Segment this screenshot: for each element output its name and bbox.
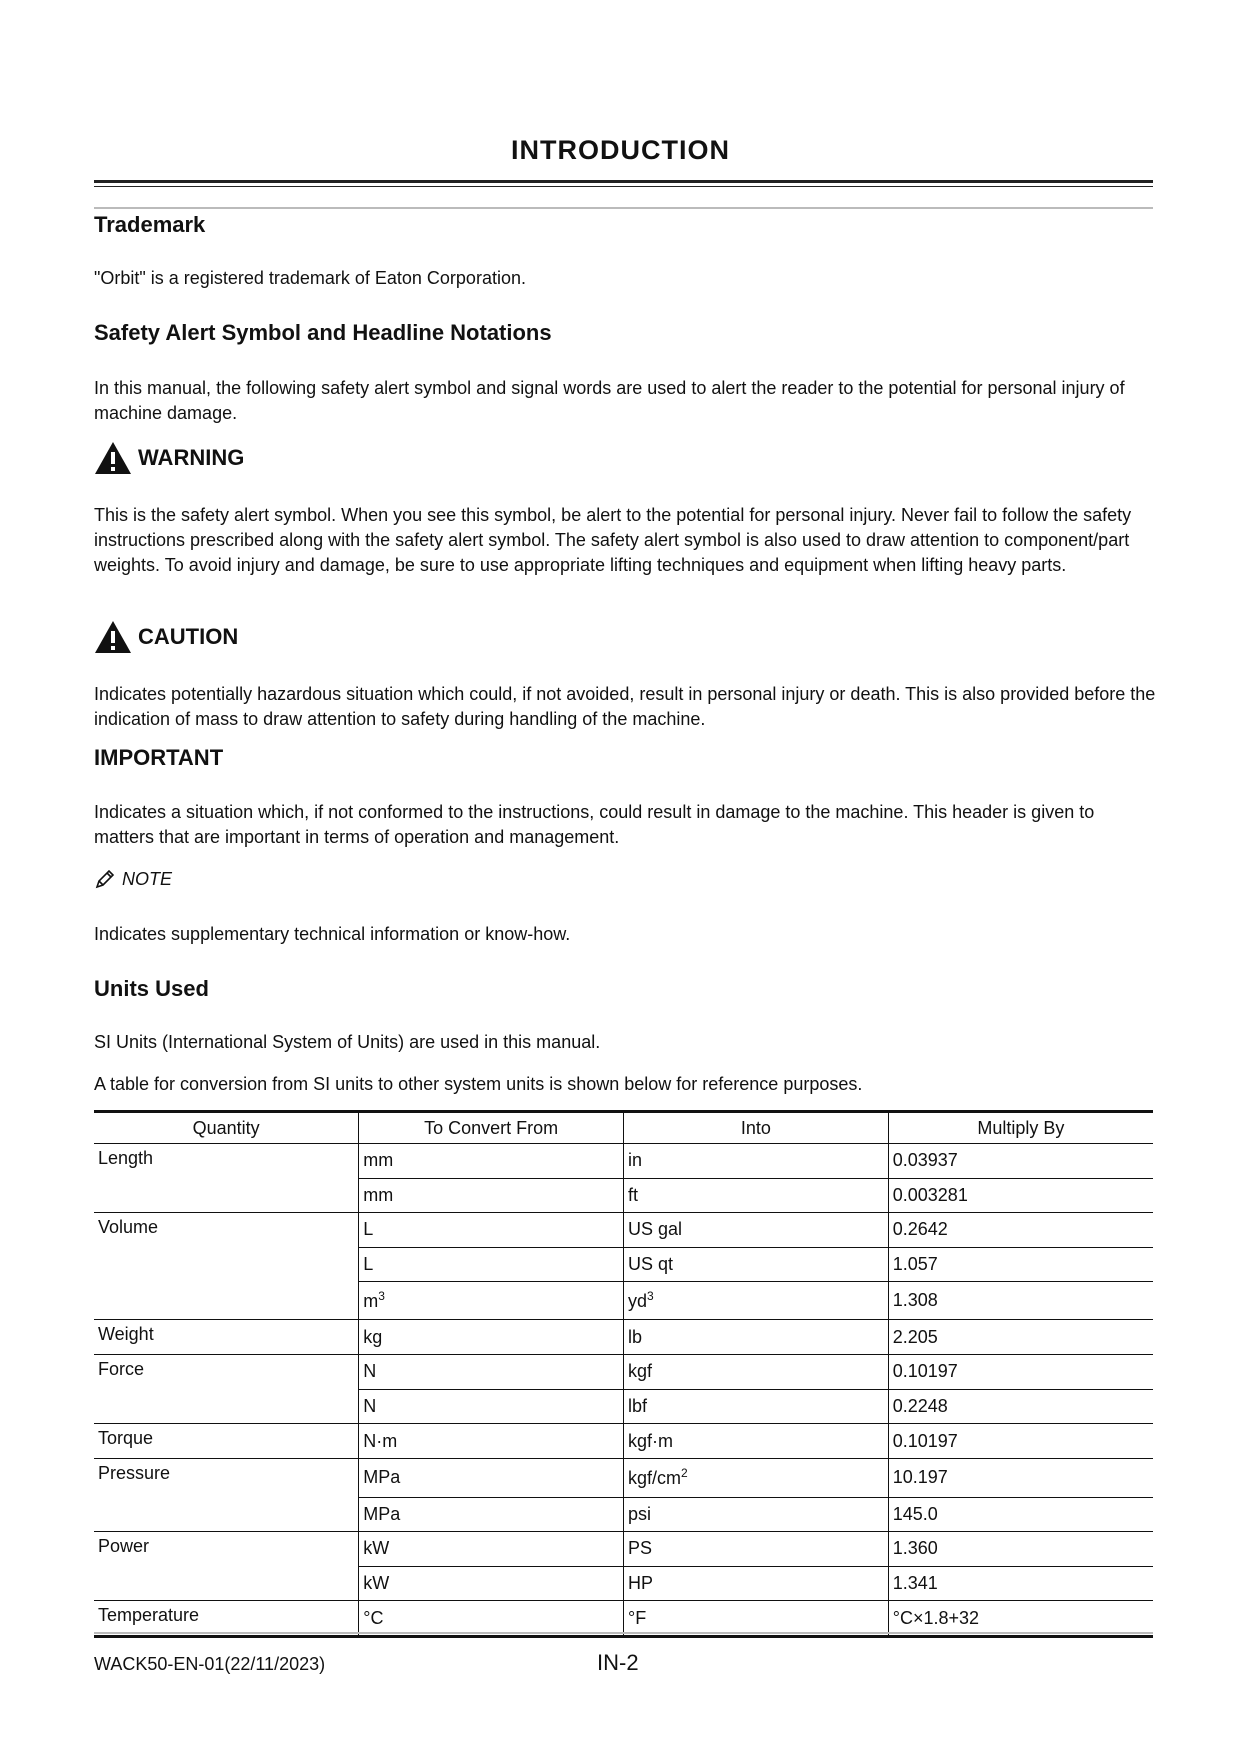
factor-cell: 0.10197 — [888, 1424, 1153, 1459]
from-cell: N·m — [359, 1424, 624, 1459]
warning-label: WARNING — [138, 445, 245, 470]
table-row — [94, 1178, 1153, 1213]
quantity-cell: Temperature — [94, 1601, 359, 1637]
units-heading: Units Used — [94, 976, 209, 1001]
table-row — [94, 1497, 1153, 1532]
factor-cell: 0.10197 — [888, 1355, 1153, 1390]
table-row — [94, 1247, 1153, 1281]
from-cell: kW — [359, 1532, 624, 1567]
into-cell: °F — [624, 1601, 889, 1637]
quantity-cell: Power — [94, 1532, 359, 1567]
quantity-cell: Pressure — [94, 1459, 359, 1498]
into-cell: psi — [624, 1497, 889, 1532]
footer-rule — [94, 1632, 1153, 1634]
table-row — [94, 1424, 1153, 1459]
into-cell: PS — [624, 1532, 889, 1567]
factor-cell: 0.03937 — [888, 1144, 1153, 1179]
from-cell: L — [359, 1213, 624, 1248]
factor-cell: 0.2642 — [888, 1213, 1153, 1248]
quantity-cell — [94, 1247, 359, 1281]
caution-text: Indicates potentially hazardous situation which could, if not avoided, result in personal injury or death. This is also provided before the indication of mass to draw attention to safety during handling of the machine. — [94, 684, 1156, 729]
note-label: NOTE — [122, 868, 173, 889]
header-into: Into — [624, 1112, 889, 1144]
quantity-cell — [94, 1281, 359, 1320]
from-cell: MPa — [359, 1497, 624, 1532]
note-header — [94, 868, 172, 890]
units-text-1: SI Units (International System of Units) are used in this manual. — [94, 1032, 601, 1052]
factor-cell: 10.197 — [888, 1459, 1153, 1498]
into-cell: ft — [624, 1178, 889, 1213]
table-row — [94, 1320, 1153, 1355]
table-row — [94, 1281, 1153, 1320]
quantity-cell — [94, 1566, 359, 1601]
note-text: Indicates supplementary technical information or know-how. — [94, 924, 571, 944]
table-row — [94, 1566, 1153, 1601]
important-heading: IMPORTANT — [94, 745, 224, 770]
table-header-row — [94, 1112, 1153, 1144]
safety-intro: In this manual, the following safety alert symbol and signal words are used to alert the reader to the potential for personal injury of machine damage. — [94, 378, 1125, 423]
into-cell: kgf·m — [624, 1424, 889, 1459]
factor-cell: 0.2248 — [888, 1389, 1153, 1424]
quantity-cell: Torque — [94, 1424, 359, 1459]
title-rule-thick — [94, 180, 1153, 183]
into-base: yd — [628, 1290, 648, 1311]
warning-text: This is the safety alert symbol. When you see this symbol, be alert to the potential for personal injury. Never fail to follow the safety instructions prescribed along with the safety alert symbol. The safety alert symbol is also used to draw attention to component/part weights. To avoid injury and damage, be sure to use appropriate lifting techniques and equipment when lifting heavy parts. — [94, 505, 1132, 575]
pencil-icon — [94, 868, 116, 890]
into-cell — [624, 1281, 889, 1320]
into-cell: lbf — [624, 1389, 889, 1424]
quantity-cell: Length — [94, 1144, 359, 1179]
factor-cell: 2.205 — [888, 1320, 1153, 1355]
from-cell: mm — [359, 1178, 624, 1213]
table-row — [94, 1355, 1153, 1390]
into-cell: in — [624, 1144, 889, 1179]
header-multiply-by: Multiply By — [888, 1112, 1153, 1144]
title-rule-grey — [94, 207, 1153, 209]
factor-cell: 1.308 — [888, 1281, 1153, 1320]
from-cell: °C — [359, 1601, 624, 1637]
quantity-cell: Weight — [94, 1320, 359, 1355]
quantity-cell: Force — [94, 1355, 359, 1390]
from-superscript: 3 — [378, 1288, 385, 1303]
into-cell — [624, 1459, 889, 1498]
into-cell: US gal — [624, 1213, 889, 1248]
into-base: kgf/cm — [628, 1468, 682, 1489]
quantity-cell — [94, 1178, 359, 1213]
conversion-table — [94, 1110, 1153, 1638]
header-convert-from: To Convert From — [359, 1112, 624, 1144]
from-cell — [359, 1281, 624, 1320]
title-rule-thin — [94, 186, 1153, 187]
factor-cell: 145.0 — [888, 1497, 1153, 1532]
units-text-2: A table for conversion from SI units to other system units is shown below for reference purposes. — [94, 1074, 863, 1094]
table-row — [94, 1144, 1153, 1179]
caution-header — [94, 620, 238, 654]
important-text: Indicates a situation which, if not conformed to the instructions, could result in damage to the machine. This header is given to matters that are important in terms of operation and management. — [94, 802, 1095, 847]
trademark-text: "Orbit" is a registered trademark of Eaton Corporation. — [94, 268, 526, 288]
from-cell: N — [359, 1389, 624, 1424]
table-row — [94, 1213, 1153, 1248]
into-cell: US qt — [624, 1247, 889, 1281]
quantity-cell: Volume — [94, 1213, 359, 1248]
into-superscript: 3 — [647, 1288, 654, 1303]
factor-cell: 1.057 — [888, 1247, 1153, 1281]
footer-doc-id: WACK50-EN-01(22/11/2023) — [94, 1654, 326, 1674]
warning-triangle-icon — [94, 441, 132, 475]
into-cell: lb — [624, 1320, 889, 1355]
header-quantity: Quantity — [94, 1112, 359, 1144]
table-row — [94, 1459, 1153, 1498]
from-base: m — [363, 1290, 379, 1311]
from-cell: MPa — [359, 1459, 624, 1498]
warning-header — [94, 441, 244, 475]
from-cell: L — [359, 1247, 624, 1281]
into-cell: HP — [624, 1566, 889, 1601]
from-cell: kg — [359, 1320, 624, 1355]
factor-cell: °C×1.8+32 — [888, 1601, 1153, 1637]
from-cell: kW — [359, 1566, 624, 1601]
quantity-cell — [94, 1389, 359, 1424]
caution-label: CAUTION — [138, 624, 239, 649]
footer-page-number: IN-2 — [597, 1650, 639, 1675]
safety-heading: Safety Alert Symbol and Headline Notations — [94, 320, 552, 345]
trademark-heading: Trademark — [94, 212, 206, 237]
table-row — [94, 1389, 1153, 1424]
quantity-cell — [94, 1497, 359, 1532]
caution-triangle-icon — [94, 620, 132, 654]
from-cell: N — [359, 1355, 624, 1390]
page-title: INTRODUCTION — [511, 135, 730, 165]
into-cell: kgf — [624, 1355, 889, 1390]
into-superscript: 2 — [681, 1466, 688, 1481]
table-row — [94, 1532, 1153, 1567]
factor-cell: 1.360 — [888, 1532, 1153, 1567]
from-cell: mm — [359, 1144, 624, 1179]
factor-cell: 1.341 — [888, 1566, 1153, 1601]
factor-cell: 0.003281 — [888, 1178, 1153, 1213]
